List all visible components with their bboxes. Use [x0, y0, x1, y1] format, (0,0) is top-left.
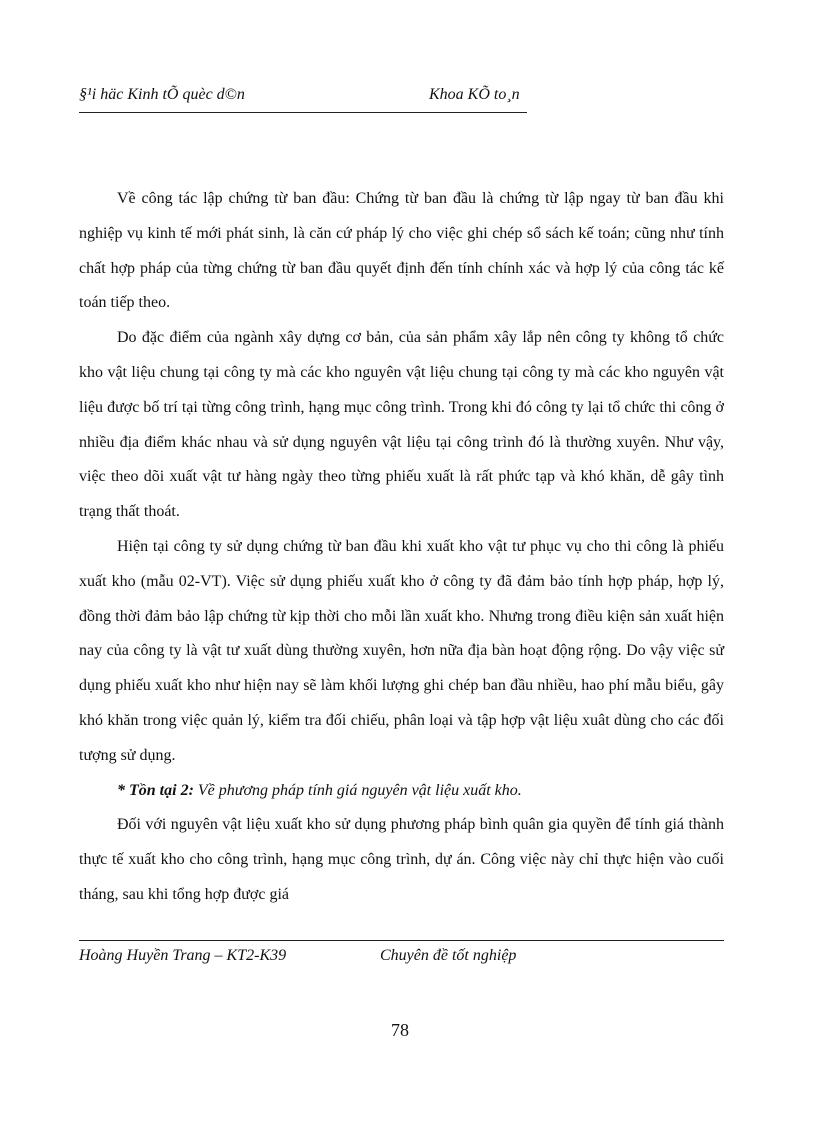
footer-divider — [79, 940, 724, 941]
body-text — [79, 182, 724, 913]
page-number: 78 — [391, 1020, 409, 1040]
paragraph-1: Về công tác lập chứng từ ban đầu: Chứng từ ban đầu là chứng từ lập ngay từ ban đầu khi nghiệp vụ kinh tế mới phát sinh, là căn cứ pháp lý cho việc ghi chép sổ sách kế toán; cũng như tính chất hợp pháp của từng chứng từ ban đầu quyết định đến tính chính xác và hợp lý của công tác kế toán tiếp theo. — [79, 190, 724, 312]
header-university: §¹i häc Kinh tÕ quèc d©n — [79, 86, 245, 103]
issue-label: * Tồn tại 2: — [117, 781, 194, 799]
footer-thesis-title: Chuyên đề tốt nghiệp — [380, 947, 517, 964]
paragraph-4 — [79, 774, 724, 809]
footer-author: Hoàng Huyền Trang – KT2-K39 — [79, 947, 287, 964]
issue-title: Về phương pháp tính giá nguyên vật liệu xuất kho. — [193, 781, 522, 799]
header-faculty: Khoa KÕ to¸n — [429, 86, 520, 103]
paragraph-3: Hiện tại công ty sử dụng chứng từ ban đầu khi xuất kho vật tư phục vụ cho thi công là phiếu xuất kho (mẫu 02-VT). Việc sử dụng phiếu xuất kho ở công ty đã đảm bảo tính hợp pháp, hợp lý, đồng thời đảm bảo lập chứng từ kịp thời cho mỗi lần xuất kho. Nhưng trong điều kiện sản xuất hiện nay của công ty là vật tư xuất dùng thường xuyên, hơn nữa địa bàn hoạt động rộng. Do vậy việc sử dụng phiếu xuất kho như hiện nay sẽ làm khối lượng ghi chép ban đầu nhiều, hao phí mẫu biểu, gây khó khăn trong việc quản lý, kiểm tra đối chiếu, phân loại và tập hợp vật liệu xuât dùng cho các đối tượng sử dụng. — [79, 537, 724, 764]
paragraph-5: Đối với nguyên vật liệu xuất kho sử dụng phương pháp bình quân gia quyền để tính giá thành thực tế xuất kho cho công trình, hạng mục công trình, dự án. Công việc này chỉ thực hiện vào cuối tháng, sau khi tổng hợp được giá — [79, 816, 724, 903]
paragraph-2: Do đặc điểm của ngành xây dựng cơ bản, của sản phẩm xây lắp nên công ty không tổ chức kho vật liệu chung tại công ty mà các kho nguyên vật liệu chung tại công ty mà các kho nguyên vật liệu được bố trí tại từng công trình, hạng mục công trình. Trong khi đó công ty lại tổ chức thi công ở nhiều địa điểm khác nhau và sử dụng nguyên vật liệu tại công trình đó là thường xuyên. Như vậy, việc theo dõi xuất vật tư hàng ngày theo từng phiếu xuất là rất phức tạp và khó khăn, dễ gây tình trạng thất thoát. — [79, 329, 724, 521]
header-divider — [79, 112, 527, 113]
